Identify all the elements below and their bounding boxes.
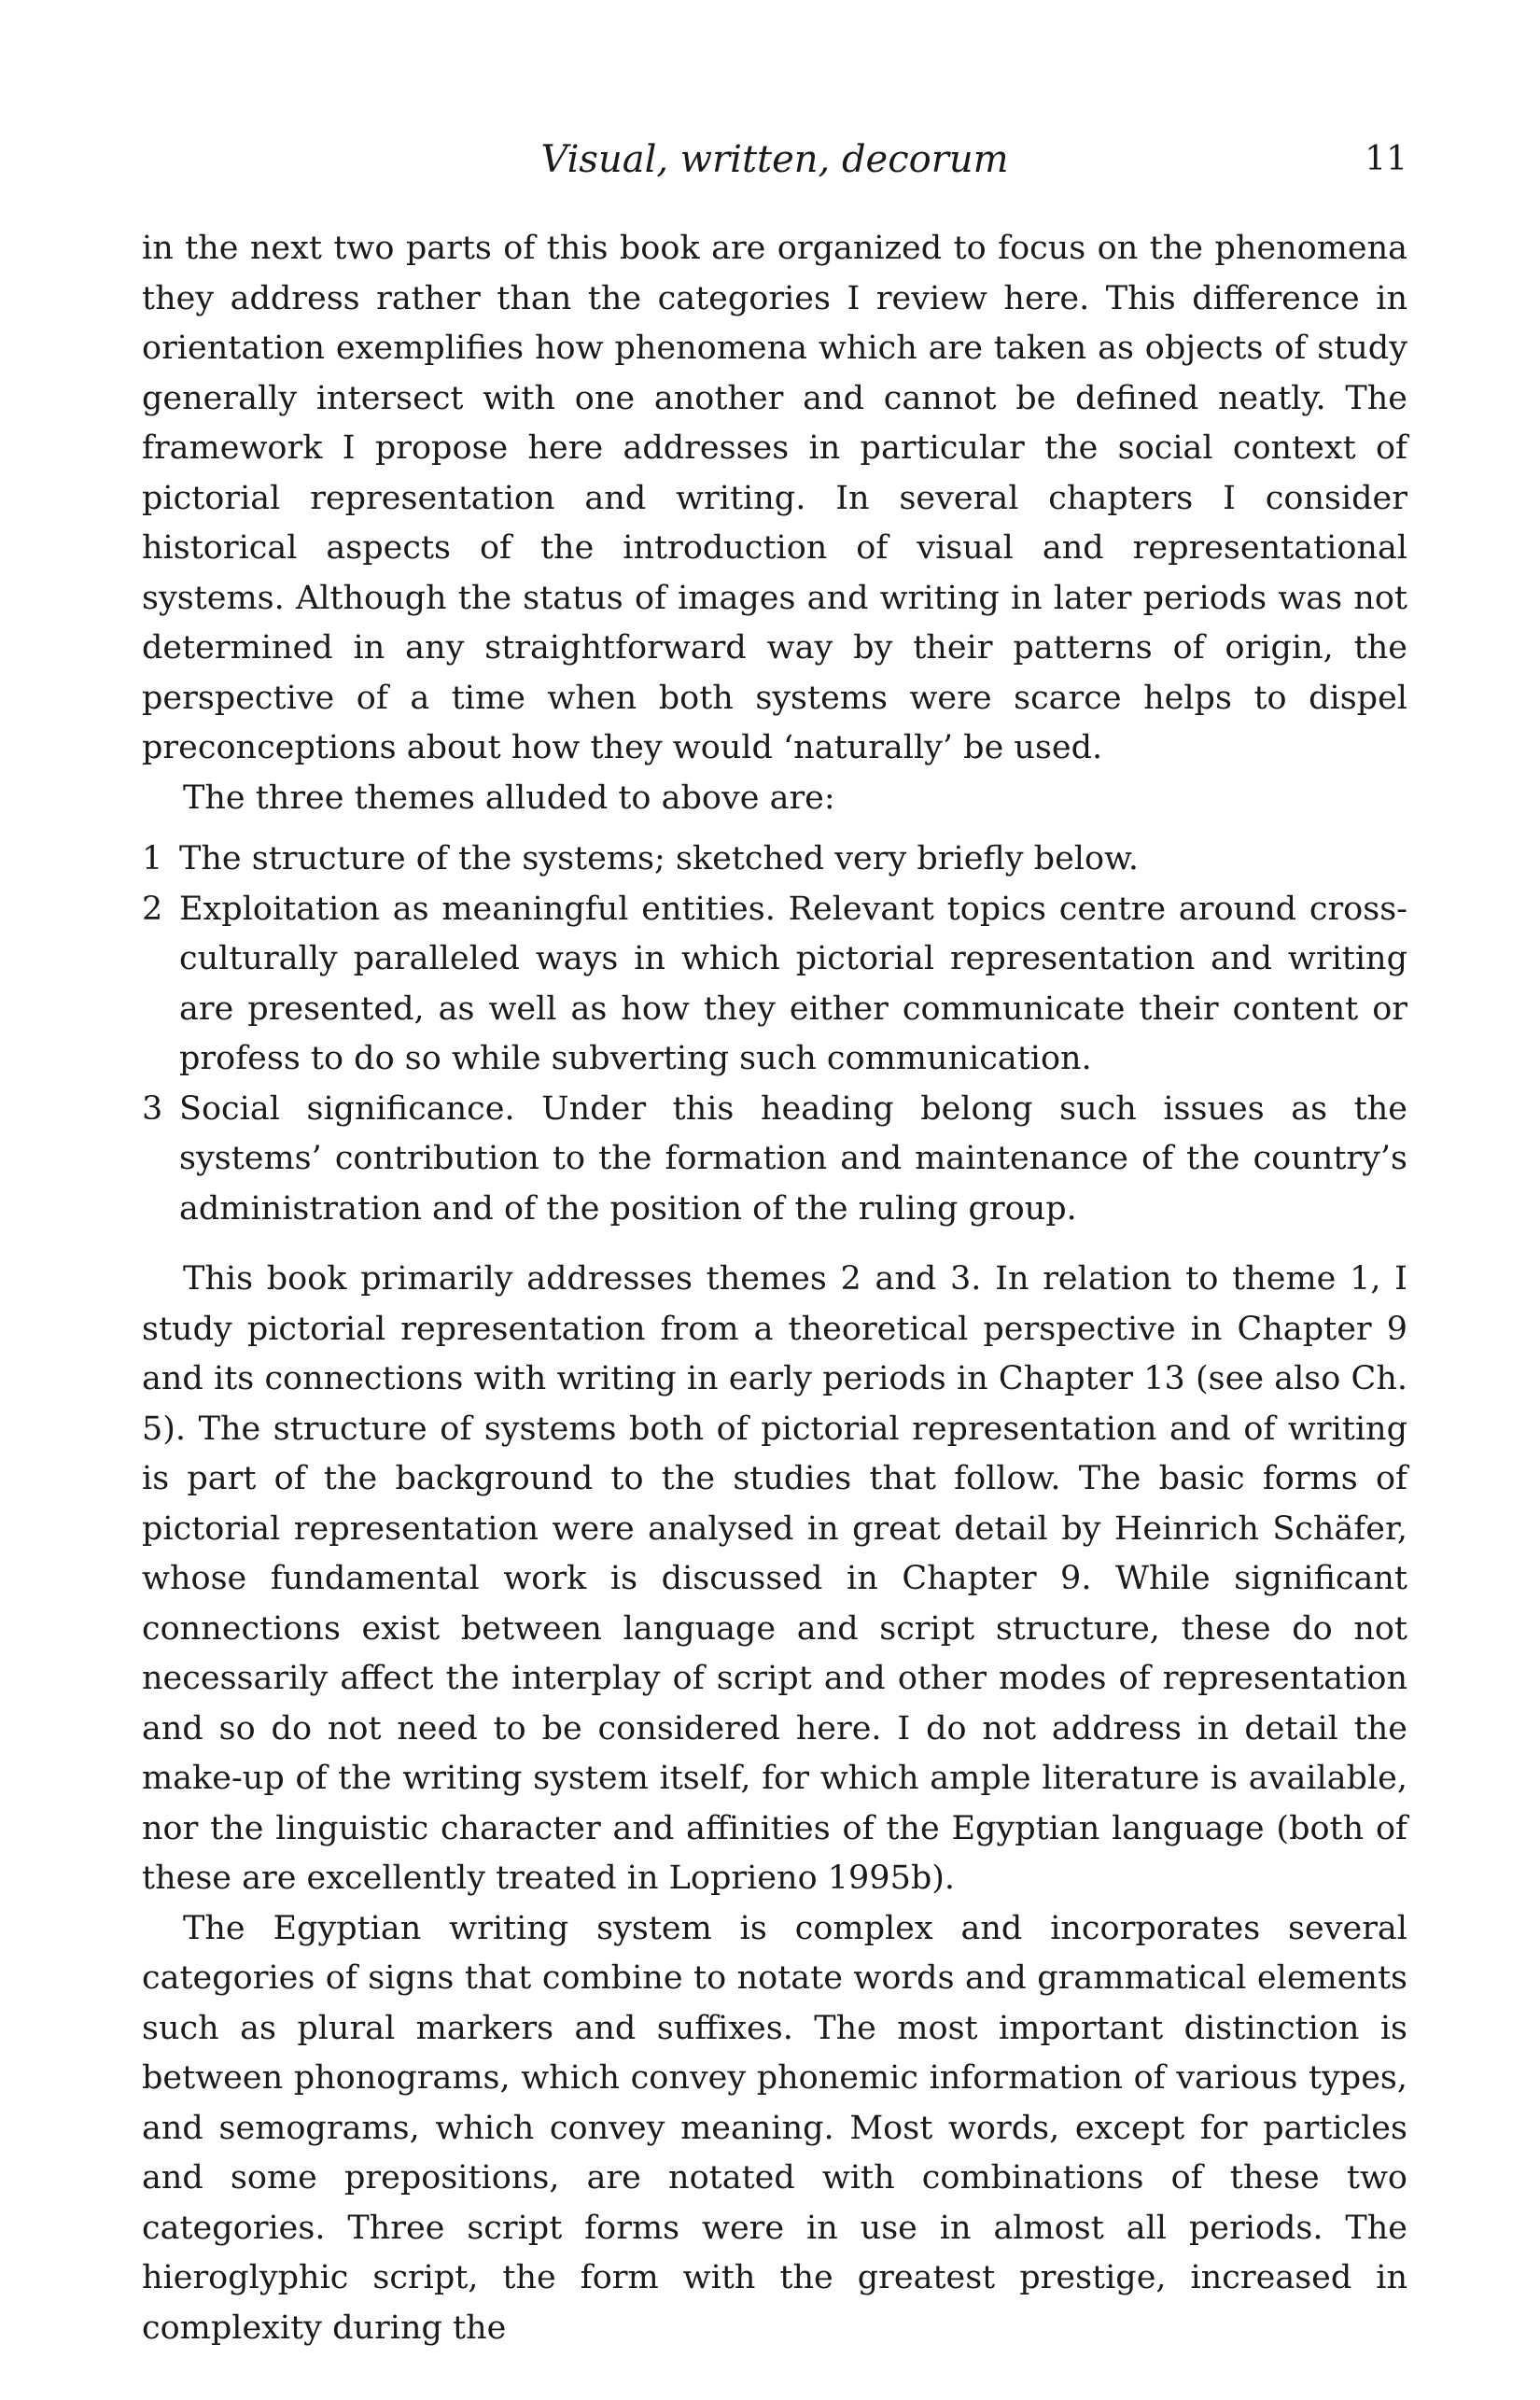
theme-number: 3 [142, 1089, 163, 1128]
body-text [142, 224, 1407, 2353]
themes-list-item [142, 885, 1407, 1085]
themes-list-item [142, 1085, 1407, 1235]
themes-list-item [142, 835, 1407, 885]
paragraph-1: in the next two parts of this book are organized to focus on the phenomena they address rather than the categories I review here. This difference in orientation exemplifies how phenomena which are taken as objects of study generally intersect with one another and cannot be defined neatly. The framework I propose here addresses in particular the social context of pictorial representation and writing. In several chapters I consider historical aspects of the introduction of visual and representational systems. Although the status of images and writing in later periods was not determined in any straightforward way by their patterns of origin, the perspective of a time when both systems were scarce helps to dispel preconceptions about how they would ‘naturally’ be used. [142, 230, 1407, 766]
paragraph-2: The three themes alluded to above are: [183, 779, 835, 817]
book-page [142, 0, 1407, 2400]
themes-list [142, 835, 1407, 1234]
theme-text: Social significance. Under this heading belong such issues as the systems’ contribution to the formation and maintenance of the country’s administration and of the position of the ruling group. [179, 1089, 1407, 1228]
theme-text: Exploitation as meaningful entities. Relevant topics centre around cross-culturally paralleled ways in which pictorial representation and writing are presented, as well as how they either communicate their content or profess to do so while subverting such communication. [179, 890, 1407, 1077]
theme-number: 1 [142, 840, 163, 877]
running-head [142, 136, 1407, 183]
theme-number: 2 [142, 890, 163, 928]
paragraph-4: The Egyptian writing system is complex and incorporates several categories of signs that combine to notate words and grammatical elements such as plural markers and suffixes. The most important distinction is between phonograms, which convey phonemic information of various types, and semograms, which convey meaning. Most words, except for particles and some prepositions, are notated with combinations of these two categories. Three script forms were in use in almost all periods. The hieroglyphic script, the form with the greatest prestige, increased in complexity during the [142, 1909, 1407, 2347]
theme-text: The structure of the systems; sketched very briefly below. [179, 840, 1139, 877]
running-title: Visual, written, decorum [540, 138, 1009, 181]
page-number: 11 [1365, 140, 1407, 178]
paragraph-3: This book primarily addresses themes 2 and 3. In relation to theme 1, I study pictorial representation from a theoretical perspective in Chapter 9 and its connections with writing in early periods in Chapter 13 (see also Ch. 5). The structure of systems both of pictorial representation and of writing is part of the background to the studies that follow. The basic forms of pictorial representation were analysed in great detail by Heinrich Schäfer, whose fundamental work is discussed in Chapter 9. While significant connections exist between language and script structure, these do not necessarily affect the interplay of script and other modes of representation and so do not need to be considered here. I do not address in detail the make-up of the writing system itself, for which ample literature is available, nor the linguistic character and affinities of the Egyptian language (both of these are excellently treated in Loprieno 1995b). [142, 1260, 1407, 1897]
